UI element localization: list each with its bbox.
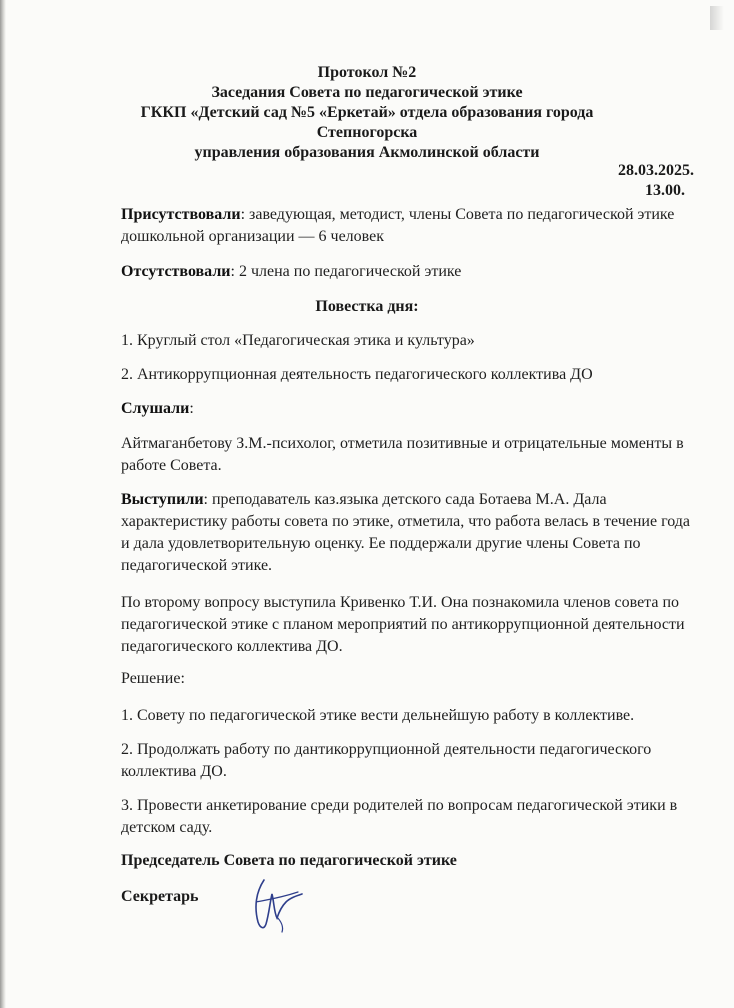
city-name: Степногорска (316, 124, 418, 141)
decision-item-1: 1. Совету по педагогической этике вести дельнейшую работу в коллективе. (121, 707, 635, 724)
meeting-time: 13.00. (645, 182, 685, 199)
department-name: управления образования Акмолинской области (194, 144, 540, 161)
decision-heading: Решение: (121, 670, 185, 687)
present-text: : заведующая, методист, члены Совета по педагогической этике дошкольной организации — 6 человек (121, 206, 675, 245)
decision-item-3: 3. Провести анкетирование среди родителей по вопросам педагогической этики в детском саду. (121, 797, 678, 836)
present-label: Присутствовали (121, 206, 241, 223)
second-question-paragraph: По второму вопросу выступила Кривенко Т.И. Она познакомила членов совета по педагогической этике с планом мероприятий по антикоррупционной деятельности педагогического коллектива ДО. (121, 594, 685, 655)
agenda-item-1: 1. Круглый стол «Педагогическая этика и культура» (121, 332, 475, 349)
listened-heading (121, 398, 696, 420)
listened-label: Слушали (121, 400, 190, 417)
absent-label: Отсутствовали (121, 263, 231, 280)
protocol-title: Протокол №2 (317, 64, 417, 81)
decision-item-2: 2. Продолжать работу по дантикоррупционной деятельности педагогического коллектива ДО. (121, 741, 652, 780)
agenda-title: Повестка дня: (315, 298, 419, 315)
secretary-signature-label: Секретарь (121, 888, 199, 905)
listened-paragraph: Айтмаганбетову З.М.-психолог, отметила позитивные и отрицательные моменты в работе Совета. (121, 435, 684, 474)
spoke-label: Выступили (121, 491, 204, 508)
meeting-date: 28.03.2025. (618, 162, 694, 179)
spoke-text: : преподаватель каз.языка детского сада Ботаева М.А. Дала характеристику работы совета по этике, отметила, что работа велась в течение года и дала удовлетворительную оценку. Ее поддержали другие члены Совета по педагогической этике. (121, 491, 691, 574)
scan-corner-shadow (710, 6, 724, 30)
present-paragraph (121, 204, 696, 248)
chair-signature-label: Председатель Совета по педагогической этике (121, 852, 457, 869)
absent-paragraph (121, 261, 696, 283)
organization-name: ГККП «Детский сад №5 «Еркетай» отдела образования города (140, 104, 594, 121)
absent-text: : 2 члена по педагогической этике (230, 263, 462, 280)
agenda-item-2: 2. Антикоррупционная деятельность педагогического коллектива ДО (121, 366, 593, 383)
spoke-paragraph (121, 489, 696, 577)
handwritten-signature (246, 872, 306, 934)
listened-colon: : (189, 400, 194, 417)
council-title: Заседания Совета по педагогической этике (211, 84, 523, 101)
